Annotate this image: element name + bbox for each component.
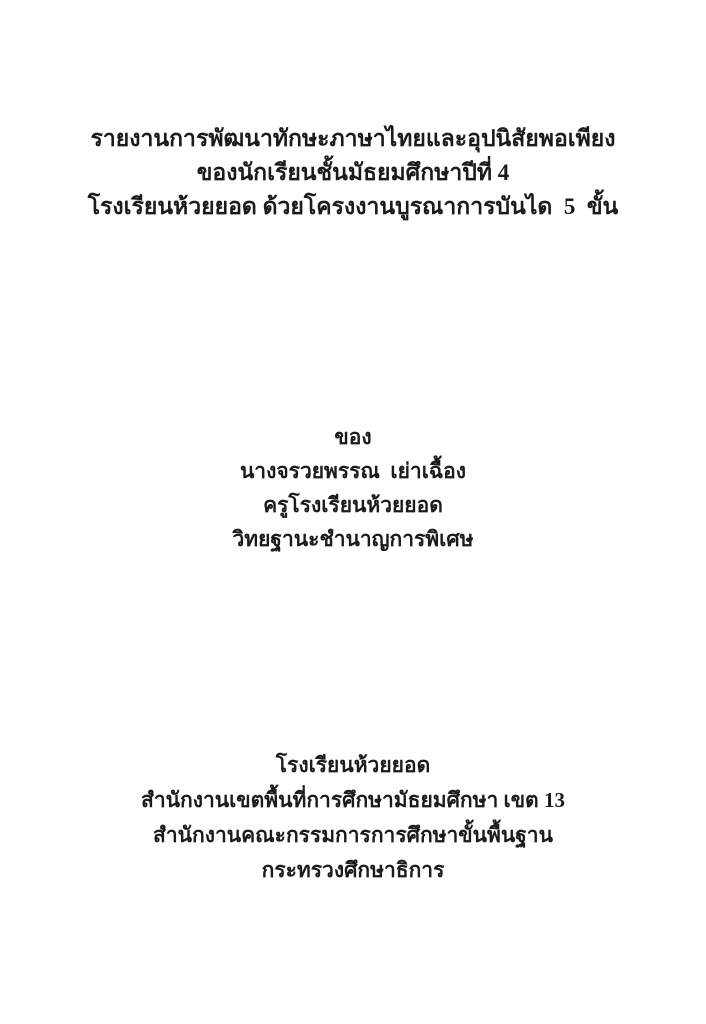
author-by-label: ของ	[334, 425, 372, 449]
education-service-area: สำนักงานเขตพื้นที่การศึกษามัธยมศึกษา เขต 13	[141, 788, 565, 812]
report-title-block	[0, 122, 706, 224]
author-academic-standing: วิทยฐานะชำนาญการพิเศษ	[232, 527, 474, 551]
author-name: นางจรวยพรรณ เย่าเฉื้อง	[239, 459, 467, 483]
author-position: ครูโรงเรียนห้วยยอด	[263, 493, 443, 517]
report-title-line-2: ของนักเรียนชั้นมัธยมศึกษาปีที่ 4	[196, 160, 510, 185]
report-title-line-3: โรงเรียนห้วยยอด ด้วยโครงงานบูรณาการบันได 5 ขั้น	[87, 194, 619, 219]
organization-block	[0, 748, 706, 888]
report-title-line-1: รายงานการพัฒนาทักษะภาษาไทยและอุปนิสัยพอเพียง	[90, 126, 616, 151]
basic-education-commission: สำนักงานคณะกรรมการการศึกษาขั้นพื้นฐาน	[153, 823, 553, 847]
author-block	[0, 420, 706, 556]
ministry-of-education: กระทรวงศึกษาธิการ	[261, 858, 445, 882]
school-name: โรงเรียนห้วยยอด	[275, 753, 431, 777]
